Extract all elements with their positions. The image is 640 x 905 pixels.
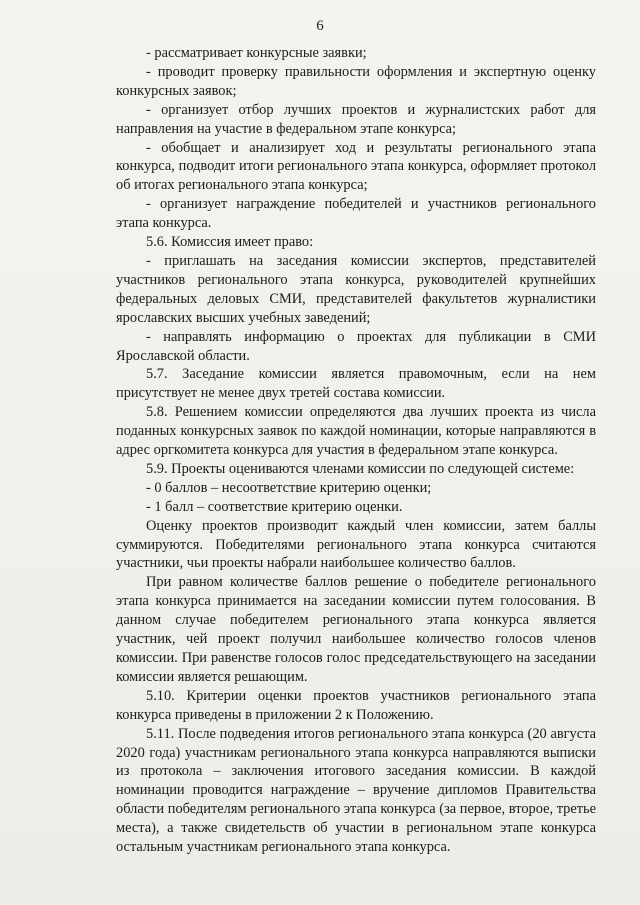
paragraph: 5.8. Решением комиссии определяются два лучших проекта из числа поданных конкурсных заявок по каждой номинации, которые направляются в адрес оргкомитета конкурса для участия в федеральном этапе конкурса. [116,404,596,459]
paragraph: 5.10. Критерии оценки проектов участников регионального этапа конкурса приведены в приложении 2 к Положению. [116,687,596,723]
paragraph: - 0 баллов – несоответствие критерию оценки; [146,479,432,496]
paragraph: - направлять информацию о проектах для публикации в СМИ Ярославской области. [116,328,596,364]
paragraph: Оценку проектов производит каждый член комиссии, затем баллы суммируются. Победителями регионального этапа конкурса считаются участники, чьи проекты набрали наибольшее количество баллов. [116,517,596,572]
paragraph: - приглашать на заседания комиссии экспертов, представителей участников регионального этапа конкурса, руководителей крупнейших федеральных деловых СМИ, представителей факультетов журналистики ярославских высших учебных заведений; [116,252,596,326]
paragraph: - проводит проверку правильности оформления и экспертную оценку конкурсных заявок; [116,63,596,99]
paragraph: 5.9. Проекты оцениваются членами комиссии по следующей системе: [146,460,575,477]
paragraph: При равном количестве баллов решение о победителе регионального этапа конкурса принимается на заседании комиссии путем голосования. В данном случае победителем регионального этапа конкурса является участник, чей проект получил наибольшее количество голосов членов комиссии. При равенстве голосов голос председательствующего на заседании комиссии является решающим. [116,574,596,685]
paragraph: - 1 балл – соответствие критерию оценки. [146,498,403,515]
paragraph: - рассматривает конкурсные заявки; [146,45,367,61]
paragraph: - обобщает и анализирует ход и результаты регионального этапа конкурса, подводит итоги регионального этапа конкурса, оформляет протокол об итогах регионального этапа конкурса; [116,139,596,194]
section-heading: 5.6. Комиссия имеет право: [146,234,314,251]
page-number: 6 [316,18,324,34]
paragraph: - организует награждение победителей и участников регионального этапа конкурса. [116,196,596,232]
paragraph: 5.7. Заседание комиссии является правомочным, если на нем присутствует не менее двух третей состава комиссии. [116,366,596,402]
document-body [116,44,596,857]
paragraph: 5.11. После подведения итогов регионального этапа конкурса (20 августа 2020 года) участникам регионального этапа конкурса направляются выписки из протокола – заключения итогового заседания комиссии. В каждой номинации проводится награждение – вручение дипломов Правительства области победителям регионального этапа конкурса (за первое, второе, третье места), а также свидетельств об участии в региональном этапе конкурса остальным участникам регионального этапа конкурса. [116,725,596,856]
paragraph: - организует отбор лучших проектов и журналистских работ для направления на участие в федеральном этапе конкурса; [116,101,596,137]
